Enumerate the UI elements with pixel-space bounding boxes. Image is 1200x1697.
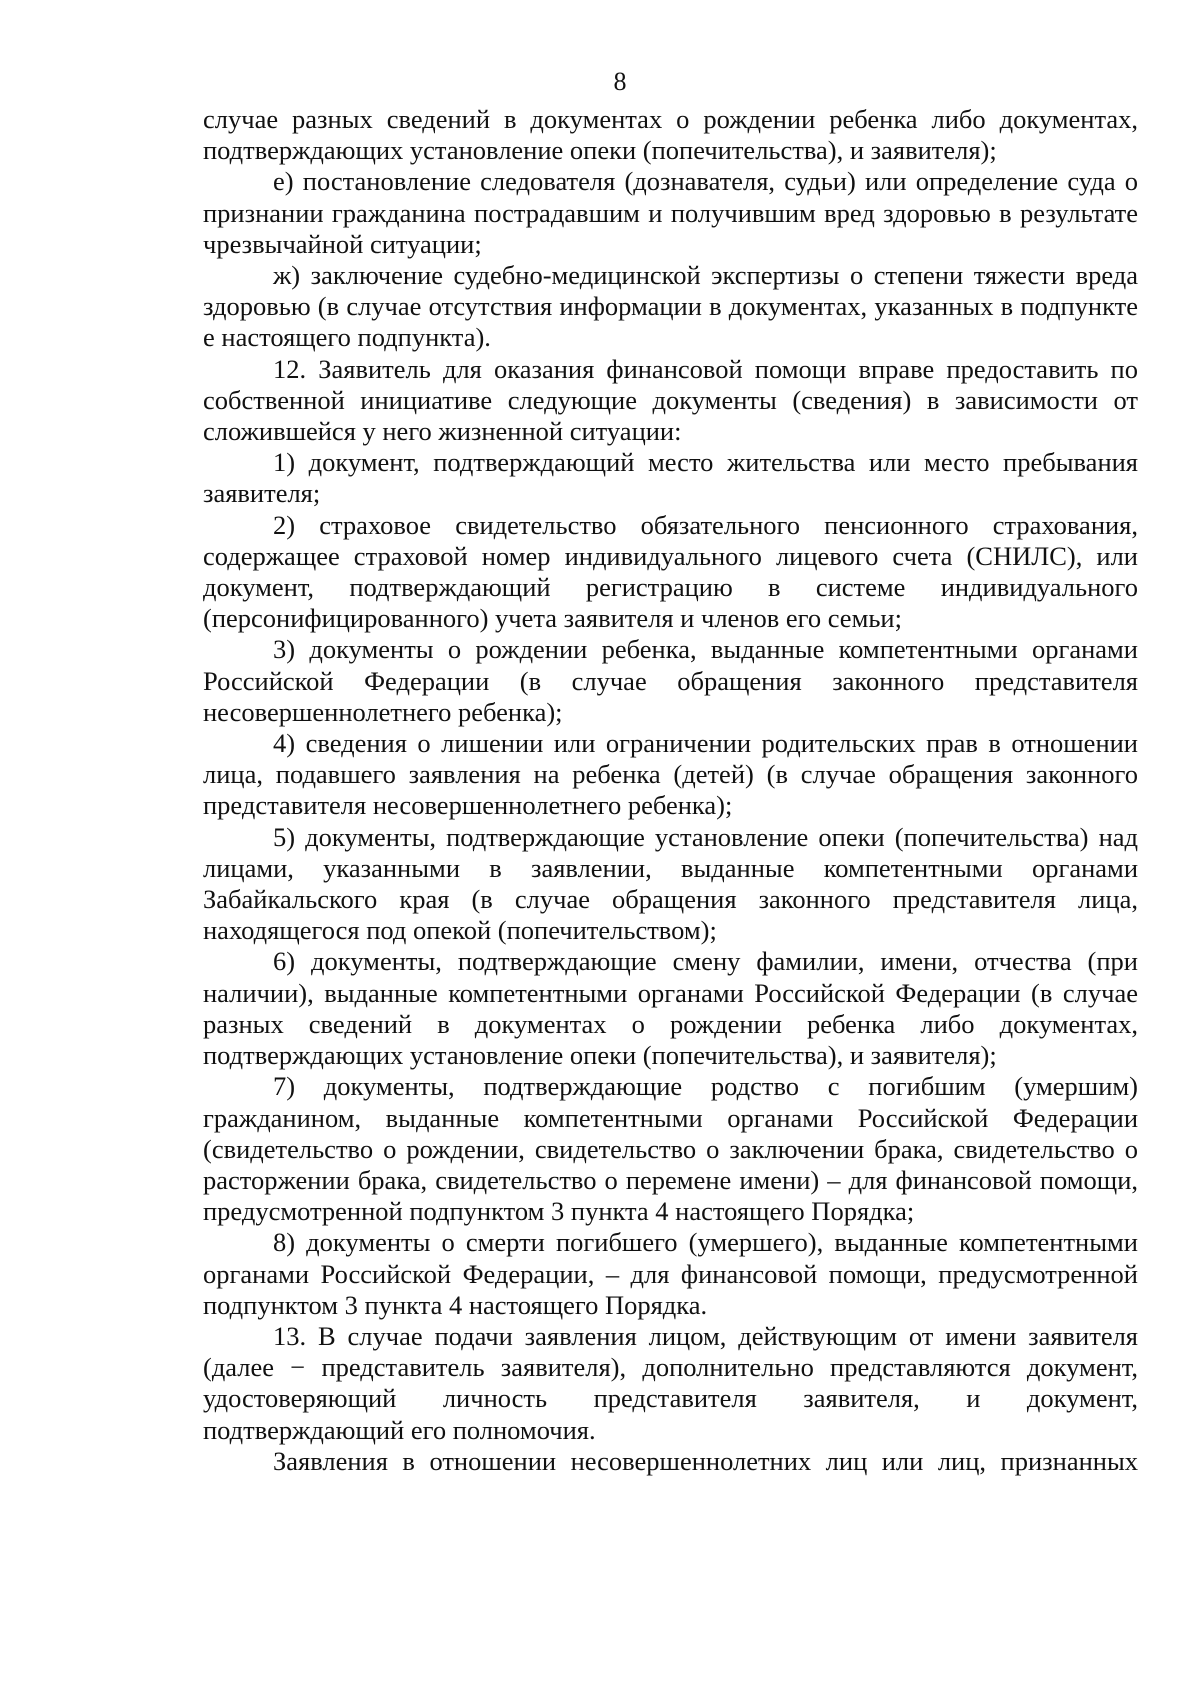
paragraph-clause-12: 12. Заявитель для оказания финансовой помощи вправе предоставить по собственной инициативе следующие документы (сведения) в зависимости от сложившейся у него жизненной ситуации: <box>203 353 1138 447</box>
document-body <box>203 104 1138 1477</box>
paragraph-clause-13-continuation: Заявления в отношении несовершеннолетних лиц или лиц, признанных <box>273 1445 1138 1476</box>
paragraph-clause-12-4: 4) сведения о лишении или ограничении родительских прав в отношении лица, подавшего заявления на ребенка (детей) (в случае обращения законного представителя несовершеннолетнего ребенка); <box>203 728 1138 821</box>
paragraph-clause-12-3: 3) документы о рождении ребенка, выданные компетентными органами Российской Федерации (в случае обращения законного представителя несовершеннолетнего ребенка); <box>203 634 1138 727</box>
paragraph-clause-12-7: 7) документы, подтверждающие родство с погибшим (умершим) гражданином, выданные компетентными органами Российской Федерации (свидетельство о рождении, свидетельство о заключении брака, свидетельство о расторжении брака, свидетельство о перемене имени) – для финансовой помощи, предусмотренной подпунктом 3 пункта 4 настоящего Порядка; <box>203 1071 1138 1227</box>
paragraph-item-e: е) постановление следователя (дознавателя, судьи) или определение суда о признании гражданина пострадавшим и получившим вред здоровью в результате чрезвычайной ситуации; <box>203 166 1138 259</box>
paragraph-clause-12-1: 1) документ, подтверждающий место жительства или место пребывания заявителя; <box>203 447 1138 509</box>
paragraph-clause-12-6: 6) документы, подтверждающие смену фамилии, имени, отчества (при наличии), выданные компетентными органами Российской Федерации (в случае разных сведений в документах о рождении ребенка либо документах, подтверждающих установление опеки (попечительства), и заявителя); <box>203 946 1138 1071</box>
page-number: 8 <box>613 67 627 96</box>
paragraph-item-zh: ж) заключение судебно-медицинской экспертизы о степени тяжести вреда здоровью (в случае отсутствия информации в документах, указанных в подпункте е настоящего подпункта). <box>203 260 1138 353</box>
paragraph-clause-12-5: 5) документы, подтверждающие установление опеки (попечительства) над лицами, указанными в заявлении, выданные компетентными органами Забайкальского края (в случае обращения законного представителя лица, находящегося под опекой (попечительством); <box>203 821 1138 946</box>
paragraph-clause-12-8: 8) документы о смерти погибшего (умершего), выданные компетентными органами Российской Федерации, – для финансовой помощи, предусмотренной подпунктом 3 пункта 4 настоящего Порядка. <box>203 1227 1138 1320</box>
paragraph-clause-13: 13. В случае подачи заявления лицом, действующим от имени заявителя (далее − представитель заявителя), дополнительно представляются документ, удостоверяющий личность представителя заявителя, и документ, подтверждающий его полномочия. <box>203 1320 1138 1445</box>
paragraph-continuation: случае разных сведений в документах о рождении ребенка либо документах, подтверждающих установление опеки (попечительства), и заявителя); <box>203 104 1138 166</box>
paragraph-clause-12-2: 2) страховое свидетельство обязательного пенсионного страхования, содержащее страховой номер индивидуального лицевого счета (СНИЛС), или документ, подтверждающий регистрацию в системе индивидуального (персонифицированного) учета заявителя и членов его семьи; <box>203 509 1138 634</box>
